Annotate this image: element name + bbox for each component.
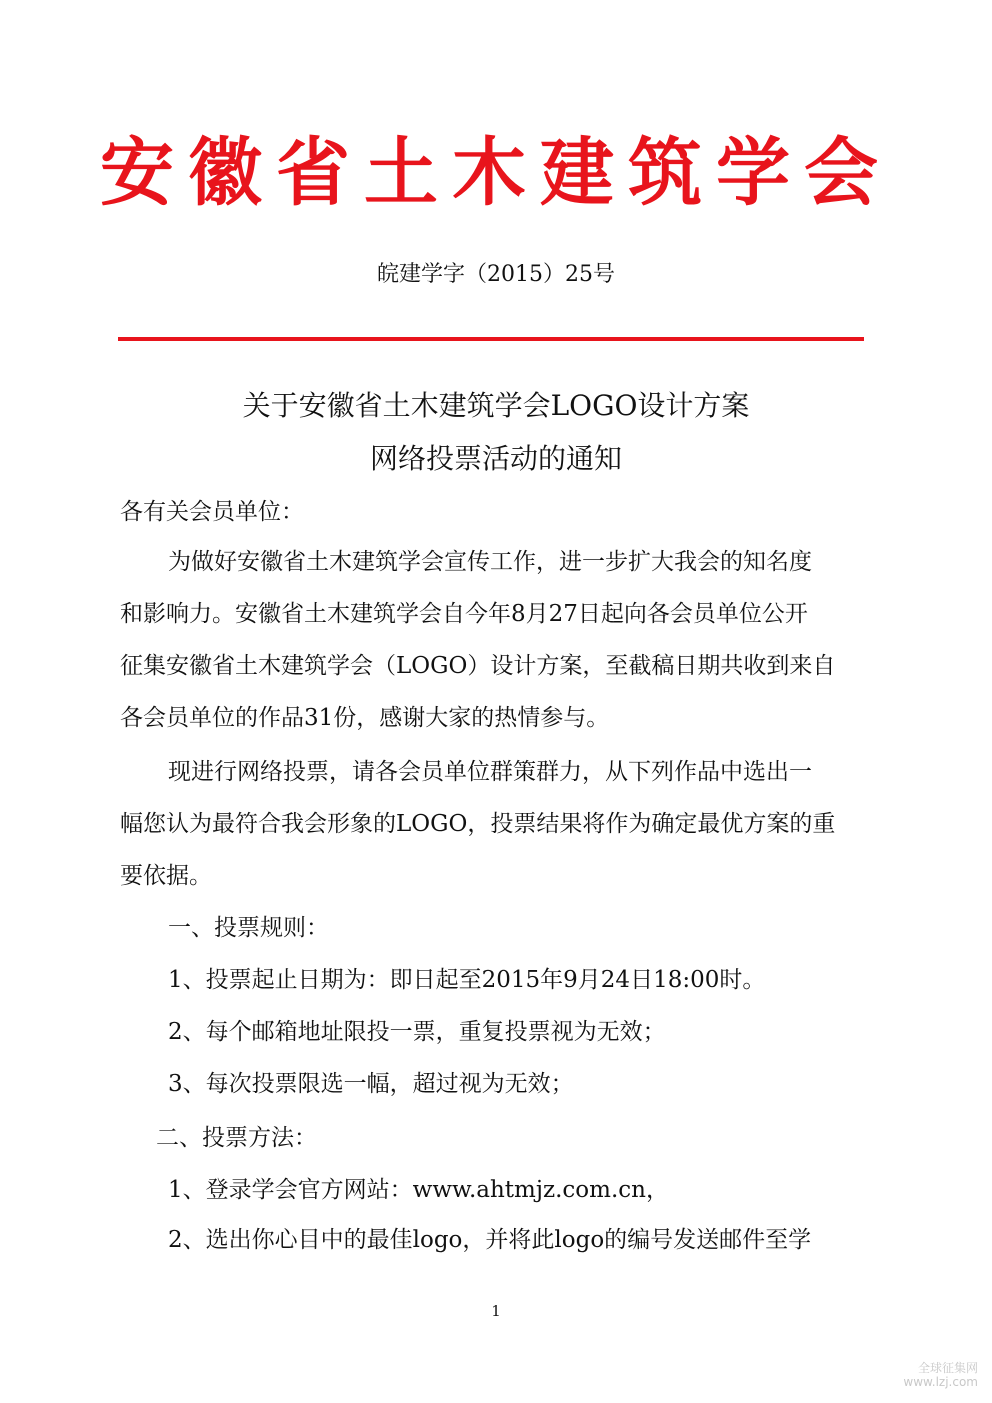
paragraph-2-line-3: 要依据。 (120, 863, 212, 889)
watermark-url: www.lzj.com (903, 1375, 978, 1389)
notice-title-line-2: 网络投票活动的通知 (369, 442, 622, 475)
organization-name: 安徽省土木建筑学会 (100, 130, 892, 216)
method-item-2: 2、选出你心目中的最佳logo，并将此logo的编号发送邮件至学 (168, 1227, 812, 1253)
paragraph-2-line-1: 现进行网络投票，请各会员单位群策群力，从下列作品中选出一 (168, 759, 812, 785)
section-heading-voting-rules: 一、投票规则： (168, 915, 329, 941)
paragraph-1-line-1: 为做好安徽省土木建筑学会宣传工作，进一步扩大我会的知名度 (168, 549, 812, 575)
salutation: 各有关会员单位： (120, 499, 304, 525)
section-heading-voting-method: 二、投票方法： (156, 1125, 317, 1151)
red-divider (118, 337, 864, 341)
watermark-name: 全球征集网 (917, 1361, 978, 1375)
paragraph-1-line-4: 各会员单位的作品31份，感谢大家的热情参与。 (120, 705, 610, 731)
method-item-1: 1、登录学会官方网站：www.ahtmjz.com.cn， (168, 1177, 669, 1203)
rule-item-3: 3、每次投票限选一幅，超过视为无效； (168, 1071, 574, 1097)
site-watermark (903, 1361, 978, 1389)
paragraph-1-line-3: 征集安徽省土木建筑学会（LOGO）设计方案，至截稿日期共收到来自 (120, 653, 836, 679)
rule-item-2: 2、每个邮箱地址限投一票，重复投票视为无效； (168, 1019, 666, 1045)
paragraph-2-line-2: 幅您认为最符合我会形象的LOGO，投票结果将作为确定最优方案的重 (120, 811, 836, 837)
document-number: 皖建学字（2015）25号 (377, 262, 615, 287)
rule-item-1: 1、投票起止日期为：即日起至2015年9月24日18:00时。 (168, 967, 766, 993)
notice-title-line-1: 关于安徽省土木建筑学会LOGO设计方案 (242, 389, 750, 422)
page-number: 1 (491, 1302, 501, 1320)
paragraph-1-line-2: 和影响力。安徽省土木建筑学会自今年8月27日起向各会员单位公开 (120, 601, 808, 627)
